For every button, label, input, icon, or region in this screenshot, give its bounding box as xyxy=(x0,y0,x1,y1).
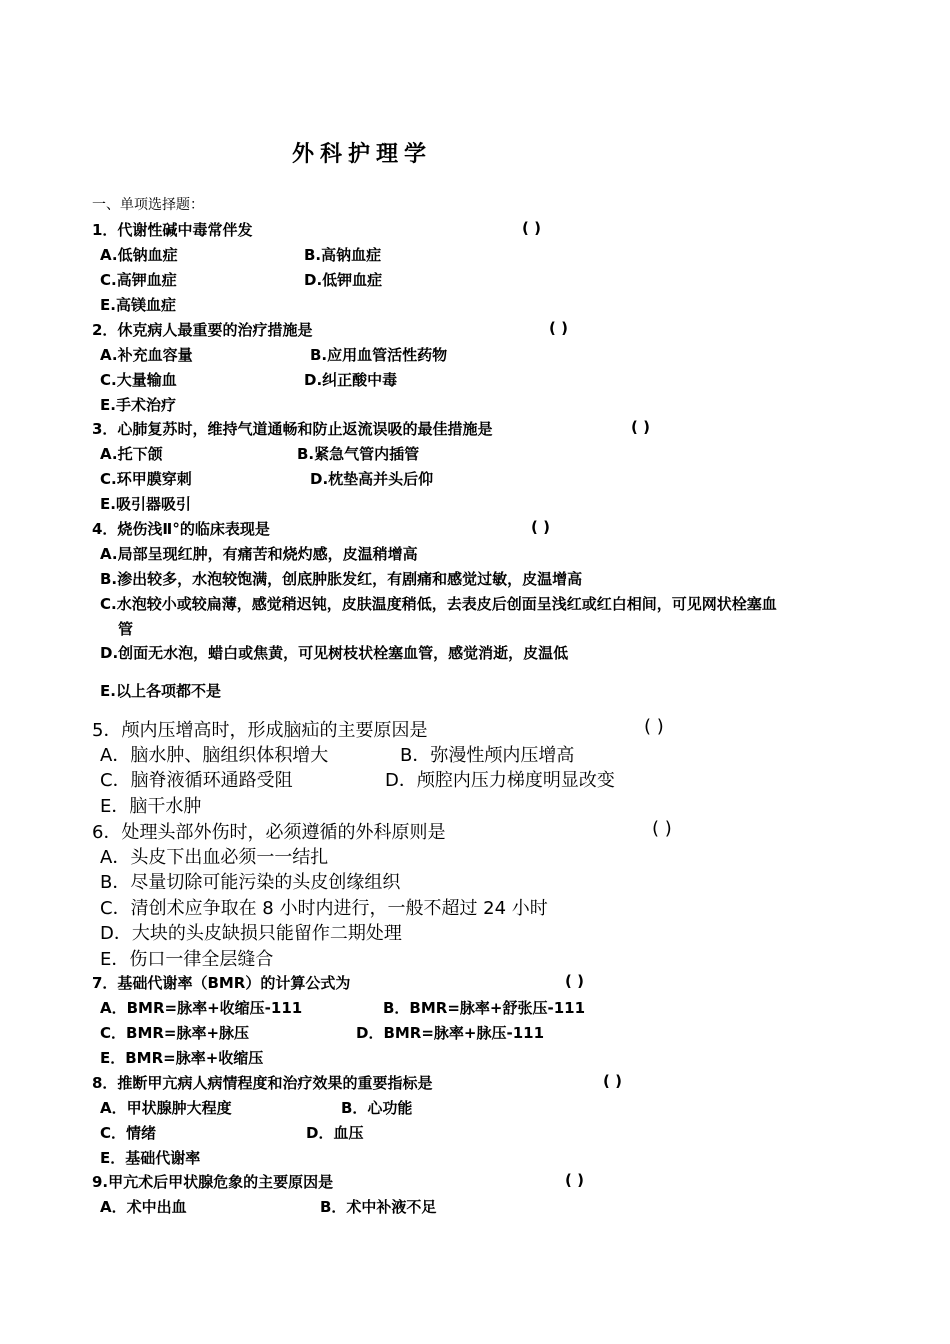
question-2-option-b: B.应用血管活性药物 xyxy=(310,346,448,364)
question-5-answer-blank: ( ) xyxy=(644,716,664,737)
question-2-answer-blank: ( ) xyxy=(549,319,568,337)
question-1-option-c: C.高钾血症 xyxy=(100,271,177,289)
question-4-option-c-line1: C.水泡较小或较扁薄，感觉稍迟钝，皮肤温度稍低，去表皮后创面呈浅红或红白相间，可见网状栓塞血 xyxy=(100,595,777,613)
question-5-option-b: B．弥漫性颅内压增高 xyxy=(400,745,575,766)
question-2-option-d: D.纠正酸中毒 xyxy=(304,371,398,389)
question-3-stem: 3．心肺复苏时，维持气道通畅和防止返流误吸的最佳措施是 xyxy=(92,420,493,438)
question-7-option-c: C．BMR=脉率+脉压 xyxy=(100,1024,250,1042)
question-6-stem: 6．处理头部外伤时，必须遵循的外科原则是 xyxy=(92,822,446,843)
question-7-option-b: B．BMR=脉率+舒张压-111 xyxy=(383,999,586,1017)
question-1-option-e: E.高镁血症 xyxy=(100,296,176,314)
question-6-option-c: C．清创术应争取在 8 小时内进行，一般不超过 24 小时 xyxy=(100,898,548,919)
question-9-option-b: B．术中补液不足 xyxy=(320,1198,437,1216)
question-7-option-e: E．BMR=脉率+收缩压 xyxy=(100,1049,264,1067)
question-3-option-c: C.环甲膜穿刺 xyxy=(100,470,192,488)
question-8-option-a: A．甲状腺肿大程度 xyxy=(100,1099,232,1117)
question-4-option-e: E.以上各项都不是 xyxy=(100,682,221,700)
question-4-stem: 4．烧伤浅Ⅱ°的临床表现是 xyxy=(92,520,270,538)
question-2-option-a: A.补充血容量 xyxy=(100,346,193,364)
question-1-option-d: D.低钾血症 xyxy=(304,271,383,289)
question-9-answer-blank: ( ) xyxy=(565,1171,584,1189)
section-heading: 一、单项选择题： xyxy=(92,197,204,213)
question-6-option-e: E．伤口一律全层缝合 xyxy=(100,949,274,970)
question-1-answer-blank: ( ) xyxy=(522,219,541,237)
question-3-answer-blank: ( ) xyxy=(631,418,650,436)
question-7-option-a: A．BMR=脉率+收缩压-111 xyxy=(100,999,303,1017)
question-7-answer-blank: ( ) xyxy=(565,972,584,990)
question-2-stem: 2．休克病人最重要的治疗措施是 xyxy=(92,321,313,339)
question-4-option-d: D.创面无水泡，蜡白或焦黄，可见树枝状栓塞血管，感觉消逝，皮温低 xyxy=(100,644,569,662)
question-5-option-d: D．颅腔内压力梯度明显改变 xyxy=(385,770,615,791)
question-2-option-e: E.手术治疗 xyxy=(100,396,176,414)
question-7-stem: 7．基础代谢率（BMR）的计算公式为 xyxy=(92,974,351,992)
question-6-answer-blank: ( ) xyxy=(652,818,672,839)
question-6-option-b: B．尽量切除可能污染的头皮创缘组织 xyxy=(100,872,401,893)
question-8-option-b: B．心功能 xyxy=(341,1099,413,1117)
question-4-option-c-line2: 管 xyxy=(118,620,134,638)
question-5-option-a: A．脑水肿、脑组织体积增大 xyxy=(100,745,329,766)
question-8-stem: 8．推断甲亢病人病情程度和治疗效果的重要指标是 xyxy=(92,1074,433,1092)
question-1-option-a: A.低钠血症 xyxy=(100,246,178,264)
question-4-option-a: A.局部呈现红肿，有痛苦和烧灼感，皮温稍增高 xyxy=(100,545,418,563)
page-title: 外科护理学 xyxy=(292,142,433,167)
question-4-option-b: B.渗出较多，水泡较饱满，创底肿胀发红，有剧痛和感觉过敏，皮温增高 xyxy=(100,570,583,588)
question-5-option-e: E．脑干水肿 xyxy=(100,796,202,817)
question-9-option-a: A．术中出血 xyxy=(100,1198,187,1216)
question-1-option-b: B.高钠血症 xyxy=(304,246,382,264)
question-6-option-a: A．头皮下出血必须一一结扎 xyxy=(100,847,329,868)
question-8-option-e: E．基础代谢率 xyxy=(100,1149,201,1167)
question-3-option-d: D.枕垫高并头后仰 xyxy=(310,470,434,488)
question-1-stem: 1．代谢性碱中毒常伴发 xyxy=(92,221,253,239)
question-3-option-a: A.托下颌 xyxy=(100,445,163,463)
question-3-option-e: E.吸引器吸引 xyxy=(100,495,191,513)
question-4-answer-blank: ( ) xyxy=(531,518,550,536)
question-3-option-b: B.紧急气管内插管 xyxy=(297,445,420,463)
question-8-option-d: D．血压 xyxy=(306,1124,364,1142)
question-2-option-c: C.大量输血 xyxy=(100,371,177,389)
question-8-option-c: C．情绪 xyxy=(100,1124,157,1142)
question-9-stem: 9.甲亢术后甲状腺危象的主要原因是 xyxy=(92,1173,334,1191)
question-5-stem: 5．颅内压增高时，形成脑疝的主要原因是 xyxy=(92,720,428,741)
question-7-option-d: D．BMR=脉率+脉压-111 xyxy=(356,1024,545,1042)
question-8-answer-blank: ( ) xyxy=(603,1072,622,1090)
question-5-option-c: C．脑脊液循环通路受阻 xyxy=(100,770,293,791)
question-6-option-d: D．大块的头皮缺损只能留作二期处理 xyxy=(100,923,402,944)
